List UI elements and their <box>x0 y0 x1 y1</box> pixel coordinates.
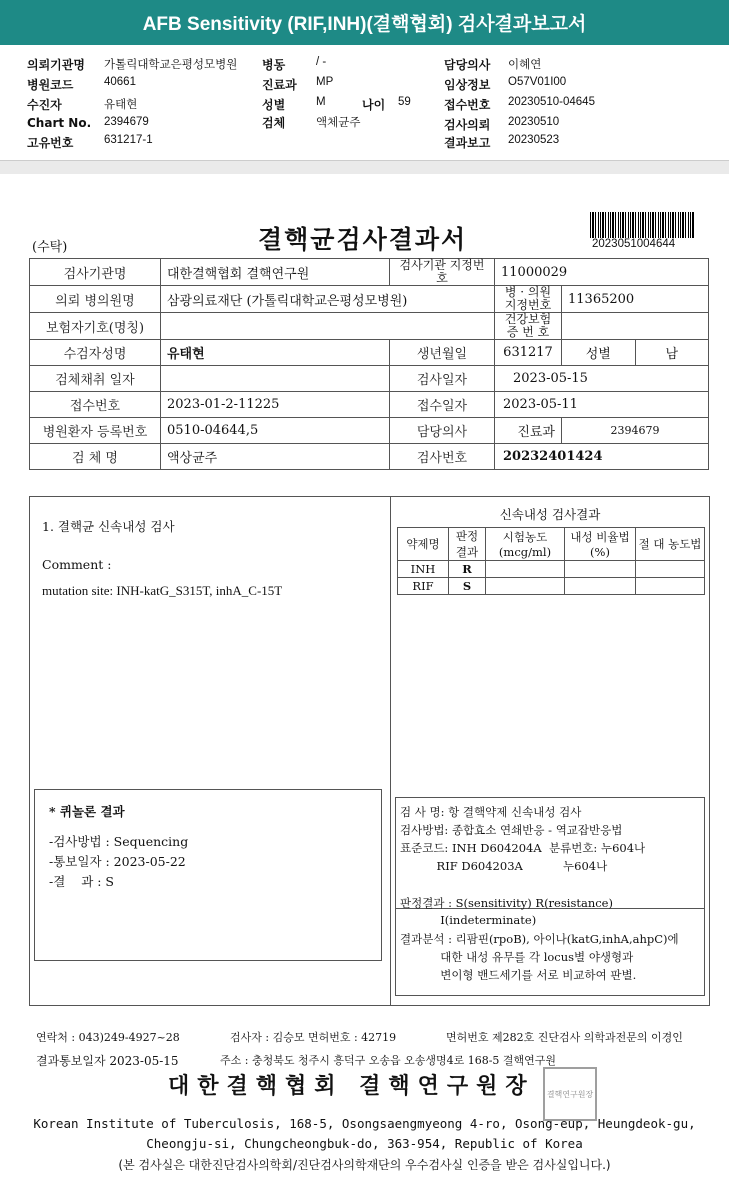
accept-no-label: 접수번호 <box>444 98 491 112</box>
request-date-value: 20230510 <box>508 116 560 128</box>
test-date-label: 검사일자 <box>390 366 495 392</box>
specimen-name-value: 액상균주 <box>161 444 390 470</box>
official-seal-icon: 결핵연구원장 <box>543 1067 597 1121</box>
chart-no-label: Chart No. <box>27 116 92 130</box>
quinolone-title: * 퀴놀론 결과 <box>49 804 125 819</box>
quinolone-box <box>34 789 382 961</box>
quinolone-result: -결 과 : S <box>49 874 114 889</box>
col-absolute-header: 절 대 농도법 <box>636 528 705 561</box>
report-date-value: 20230523 <box>508 134 560 146</box>
collect-date-value <box>161 366 390 392</box>
age-label: 나이 <box>362 98 386 112</box>
request-date-label: 검사의뢰 <box>444 118 491 132</box>
report-header <box>0 45 729 160</box>
accept-date-label: 접수일자 <box>390 392 495 418</box>
table-row <box>398 561 705 578</box>
accept-no-value: 20230510-04645 <box>508 96 595 108</box>
table-row <box>398 578 705 595</box>
document-title: 결핵균검사결과서 <box>258 225 468 254</box>
insurer-label: 보험자기호(명칭) <box>30 313 161 340</box>
collect-date-label: 검체채취 일자 <box>30 366 161 392</box>
lab-name-label: 검사기관명 <box>30 259 161 286</box>
english-address-1: Korean Institute of Tuberculosis, 168-5, Osongsaengmyeong 4-ro, Osong-eup, Heungdeok-gu, <box>33 1116 696 1131</box>
judgement-box <box>395 885 705 996</box>
department-value: 2394679 <box>562 418 709 444</box>
judgement-line-1: 판정결과 : S(sensitivity) R(resistance) <box>400 896 613 910</box>
doctor-label: 담당의사 <box>444 58 491 72</box>
hospital-name-label: 의뢰 병의원명 <box>30 286 161 313</box>
department-label: 진료과 <box>517 425 555 440</box>
organization-name: 대한결핵협회 결핵연구원장 <box>168 1074 535 1099</box>
left-result-panel <box>29 496 391 1006</box>
hospital-value: 가톨릭대학교은평성모병원 <box>104 59 238 71</box>
col-ratio-header: 내성 비율법(%) <box>565 528 636 561</box>
specimen-label: 검체 <box>262 116 286 130</box>
ward-value: / - <box>316 56 327 68</box>
test-name: 검 사 명: 항 결핵약제 신속내성 검사 <box>400 805 582 819</box>
analysis-line-3: 변이형 밴드세기를 서로 비교하여 판별. <box>400 968 637 982</box>
examinee-value: 유태현 <box>161 340 390 366</box>
lab-code-label: 검사기관 지정번호 <box>390 259 495 286</box>
hospital-name-value: 삼광의료재단 (가톨릭대학교은평성모병원) <box>161 286 495 313</box>
registration-value: 0510-04644,5 <box>161 418 390 444</box>
dept-value: MP <box>316 76 334 88</box>
english-address-2: Cheongju-si, Chungcheongbuk-do, 363-954, Republic of Korea <box>146 1136 583 1151</box>
birth-label: 생년월일 <box>390 340 495 366</box>
clinical-info-value: O57V01I00 <box>508 76 567 88</box>
patient-label: 수진자 <box>27 98 62 112</box>
accept-number-value: 2023-01-2-11225 <box>161 392 390 418</box>
hospital-code-label: 병 · 의원 지정번호 <box>495 286 562 313</box>
judgement-line-2: I(indeterminate) <box>400 913 537 927</box>
test-method: 검사방법: 종합효소 연쇄반응 - 역교잡반응법 <box>400 823 623 837</box>
specimen-value: 액체균주 <box>316 117 361 129</box>
ward-label: 병동 <box>262 58 286 72</box>
test-number-label: 검사번호 <box>390 444 495 470</box>
consignment-label: (수탁) <box>32 240 68 255</box>
insurer-value <box>161 313 495 340</box>
lab-name-value: 대한결핵협회 결핵연구원 <box>161 259 390 286</box>
license-info: 면허번호 제282호 진단검사 의학과전문의 이경인 <box>446 1031 683 1044</box>
result-cell: S <box>449 578 486 595</box>
attending-label: 담당의사 <box>390 418 495 444</box>
analysis-line-2: 대한 내성 유무를 각 locus별 야생형과 <box>400 950 634 964</box>
clinical-info-label: 임상정보 <box>444 78 491 92</box>
unique-no-label: 고유번호 <box>27 136 74 150</box>
rapid-result-title: 신속내성 검사결과 <box>499 507 601 522</box>
lab-code-value: 11000029 <box>495 259 709 286</box>
notify-date: 결과통보일자 2023-05-15 <box>36 1054 179 1068</box>
report-date-label: 결과보고 <box>444 136 491 150</box>
standard-code-rif: RIF D604203A 누604나 <box>400 859 608 873</box>
examiner-info: 검사자 : 김승모 면허번호 : 42719 <box>230 1031 397 1044</box>
col-conc-header: 시험농도 (mcg/ml) <box>486 528 565 561</box>
analysis-line-1: 결과분석 : 리팜핀(rpoB), 아이나(katG,inhA,ahpC)에 <box>400 932 679 946</box>
section-divider <box>0 160 729 175</box>
birth-value: 631217 <box>495 340 562 366</box>
hospital-code-value: 11365200 <box>562 286 709 313</box>
drug-cell: RIF <box>398 578 449 595</box>
dept-label: 진료과 <box>262 78 297 92</box>
hospital-label: 의뢰기관명 <box>27 58 85 72</box>
accept-date-value: 2023-05-11 <box>495 392 709 418</box>
standard-code-inh: 표준코드: INH D604204A 분류번호: 누604나 <box>400 841 646 855</box>
address: 주소 : 충청북도 청주시 흥덕구 오송읍 오송생명4로 168-5 결핵연구원 <box>220 1054 557 1067</box>
scanned-document <box>0 174 729 1193</box>
registration-label: 병원환자 등록번호 <box>30 418 161 444</box>
chart-no-value: 2394679 <box>104 116 149 128</box>
sex-value-cell: 남 <box>665 347 679 362</box>
result-cell: R <box>449 561 486 578</box>
unique-no-value: 631217-1 <box>104 134 153 146</box>
quinolone-notify-date: -통보일자 : 2023-05-22 <box>49 854 186 869</box>
health-card-label: 건강보험 증 번 호 <box>495 313 562 340</box>
sex-label-cell: 성별 <box>562 340 636 365</box>
comment-label: Comment : <box>42 557 112 572</box>
drug-cell: INH <box>398 561 449 578</box>
col-drug-header: 약제명 <box>398 528 449 561</box>
examinee-label: 수검자성명 <box>30 340 161 366</box>
barcode-icon <box>590 212 694 238</box>
doctor-value: 이혜연 <box>508 59 542 71</box>
rapid-test-title: 1. 결핵균 신속내성 검사 <box>42 519 175 534</box>
age-value: 59 <box>398 96 411 108</box>
contact-info: 연락처 : 043)249-4927~28 <box>36 1031 180 1044</box>
patient-value: 유태현 <box>104 99 138 111</box>
report-title: AFB Sensitivity (RIF,INH)(결핵협회) 검사결과보고서 <box>0 0 729 45</box>
certification-note: (본 검사실은 대한진단검사의학회/진단검사의학재단의 우수검사실 인증을 받은 검사실입니다.) <box>118 1158 611 1172</box>
col-result-header: 판정 결과 <box>449 528 486 561</box>
sex-label: 성별 <box>262 98 286 112</box>
specimen-name-label: 검 체 명 <box>30 444 161 470</box>
resistance-table <box>397 527 705 595</box>
mutation-site: mutation site: INH-katG_S315T, inhA_C-15T <box>42 583 283 598</box>
patient-info-table <box>29 258 709 470</box>
quinolone-method: -검사방법 : Sequencing <box>49 834 189 849</box>
hospital-code-label: 병원코드 <box>27 78 74 92</box>
test-date-value: 2023-05-15 <box>495 366 709 392</box>
sex-value: M <box>316 96 326 108</box>
barcode-number: 2023051004644 <box>592 238 676 250</box>
accept-number-label: 접수번호 <box>30 392 161 418</box>
hospital-code-value: 40661 <box>104 76 136 88</box>
test-number-value: 20232401424 <box>495 444 709 470</box>
health-card-value <box>562 313 709 340</box>
right-result-panel <box>390 496 710 1006</box>
